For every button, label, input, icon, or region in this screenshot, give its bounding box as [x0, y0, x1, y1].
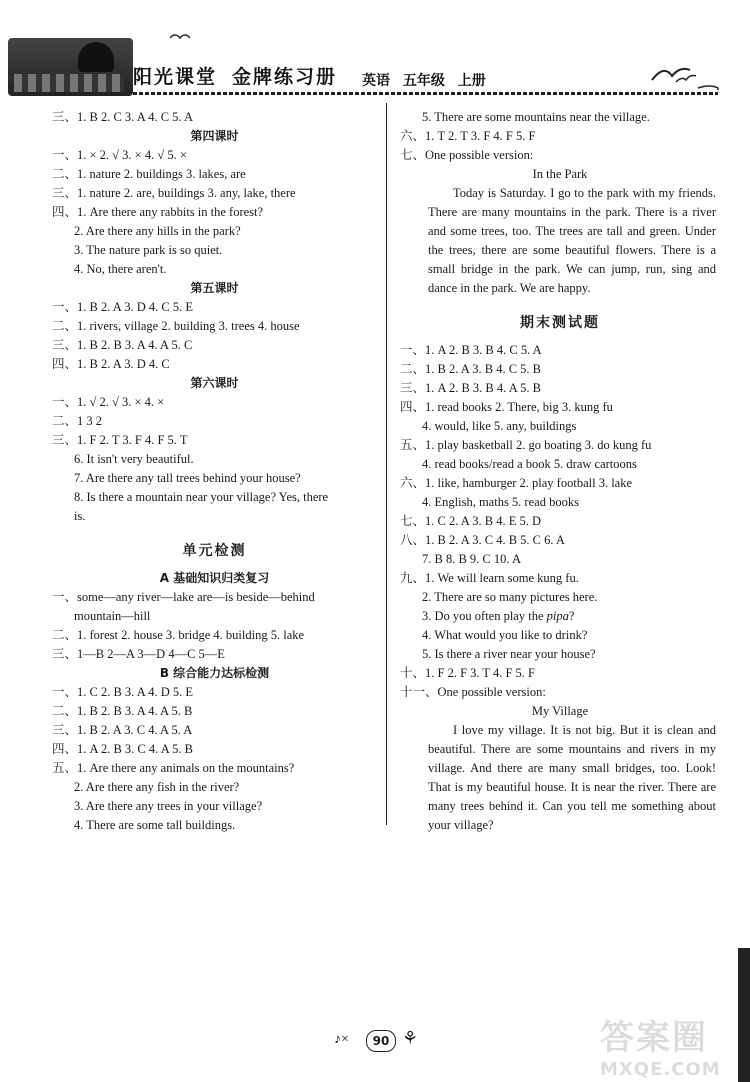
section-heading: A 基础知识归类复习 — [159, 571, 270, 585]
brand-title: 阳光课堂 — [133, 66, 218, 88]
series-logo-image — [8, 38, 133, 96]
subject-grade-label: 英语 五年级 上册 — [362, 73, 486, 89]
answer-line: 四、1. read books 2. There, big 3. kung fu — [400, 400, 613, 414]
answer-line: 四、1. A 2. B 3. C 4. A 5. B — [52, 742, 193, 756]
right-column — [400, 108, 720, 835]
left-column — [52, 108, 377, 835]
bird-icon — [170, 32, 190, 42]
answer-line: 八、1. B 2. A 3. C 4. B 5. C 6. A — [400, 533, 565, 547]
answer-line: 三、1. nature 2. are, buildings 3. any, lake, there — [52, 186, 296, 200]
answer-line: 一、some—any river—lake are—is beside—behind — [52, 590, 315, 604]
music-note-icon: ♪× — [334, 1032, 349, 1047]
watermark-text: 答案圈 — [600, 1018, 708, 1058]
answer-line: 8. Is there a mountain near your village? Yes, there — [74, 490, 329, 504]
answer-line: 一、1. C 2. B 3. A 4. D 5. E — [52, 685, 193, 699]
answer-line: 二、1. nature 2. buildings 3. lakes, are — [52, 167, 246, 181]
answer-line: 4. read books/read a book 5. draw cartoons — [422, 457, 637, 471]
section-heading: B 综合能力达标检测 — [159, 666, 270, 680]
birds-icon — [650, 60, 720, 90]
column-divider — [386, 103, 387, 825]
answer-line: 二、1. rivers, village 2. building 3. trees 4. house — [52, 319, 300, 333]
answer-line: 一、1. × 2. √ 3. × 4. √ 5. × — [52, 148, 187, 162]
essay-paragraph: I love my village. It is not big. But it is clean and beautiful. There are some mountains and rivers in my village. And there are many small bridges, too. Look! That is my beautiful house. It is near the river. There are many trees behind it. Can you tell me something about your village? — [428, 723, 716, 832]
answer-line: 7. B 8. B 9. C 10. A — [422, 552, 521, 566]
answer-line: 4. What would you like to drink? — [422, 628, 588, 642]
essay-title: In the Park — [532, 167, 588, 181]
answer-line: 五、1. play basketball 2. go boating 3. do kung fu — [400, 438, 652, 452]
answer-line: 十、1. F 2. F 3. T 4. F 5. F — [400, 666, 535, 680]
answer-line: 3. Are there any trees in your village? — [74, 799, 263, 813]
answer-line: 三、1. A 2. B 3. B 4. A 5. B — [400, 381, 541, 395]
answer-line: is. — [74, 509, 86, 523]
sprout-icon: ⚘ — [402, 1028, 419, 1048]
essay-title: My Village — [531, 704, 589, 718]
page-number: 90 — [366, 1030, 396, 1052]
telescope-figure-icon — [78, 42, 114, 72]
skyline-icon — [14, 74, 124, 92]
answer-line: 一、1. A 2. B 3. B 4. C 5. A — [400, 343, 542, 357]
answer-line: 六、1. like, hamburger 2. play football 3. lake — [400, 476, 633, 490]
answer-line: 7. Are there any tall trees behind your house? — [74, 471, 301, 485]
answer-line: 2. There are so many pictures here. — [422, 590, 598, 604]
answer-line: 2. Are there any hills in the park? — [74, 224, 241, 238]
answer-line: 二、1 3 2 — [52, 414, 103, 428]
answer-italic-word: pipa — [546, 609, 569, 623]
answer-line — [400, 607, 720, 626]
answer-line: 3. The nature park is so quiet. — [74, 243, 223, 257]
answer-line: 2. Are there any fish in the river? — [74, 780, 240, 794]
answer-line: 三、1. B 2. C 3. A 4. C 5. A — [52, 110, 193, 124]
answer-line: 七、1. C 2. A 3. B 4. E 5. D — [400, 514, 541, 528]
answer-line: 四、1. B 2. A 3. D 4. C — [52, 357, 170, 371]
answer-line: 5. Is there a river near your house? — [422, 647, 596, 661]
brand-subtitle: 金牌练习册 — [232, 66, 338, 88]
watermark-logo — [600, 1010, 745, 1080]
answer-line: 七、One possible version: — [400, 148, 534, 162]
header-rule — [133, 92, 718, 95]
answer-line: 一、1. B 2. A 3. D 4. C 5. E — [52, 300, 193, 314]
section-heading: 第六课时 — [190, 376, 239, 390]
page-footer — [330, 1028, 450, 1054]
answer-line: 5. There are some mountains near the village. — [422, 110, 650, 124]
answer-line: 4. There are some tall buildings. — [74, 818, 236, 832]
answer-text: ? — [568, 609, 575, 623]
page-header — [0, 30, 750, 100]
answer-line: 6. It isn't very beautiful. — [74, 452, 194, 466]
answer-line: 三、1. F 2. T 3. F 4. F 5. T — [52, 433, 188, 447]
answer-line: 四、1. Are there any rabbits in the forest? — [52, 205, 264, 219]
answer-line: 九、1. We will learn some kung fu. — [400, 571, 579, 585]
final-test-heading: 期末测试题 — [520, 315, 600, 331]
answer-line: 二、1. forest 2. house 3. bridge 4. building 5. lake — [52, 628, 305, 642]
answer-line: 二、1. B 2. A 3. B 4. C 5. B — [400, 362, 541, 376]
essay-paragraph: Today is Saturday. I go to the park with my friends. There are many mountains in the park. There is a river and some trees, too. The trees are tall and green. Under the trees, there are some beautiful flowers. There is a small bridge in the park. We can jump, run, sing and dance in the park. We are happy. — [428, 186, 716, 295]
answer-line: 4. English, maths 5. read books — [422, 495, 579, 509]
answer-text: 3. Do you often play the — [422, 609, 547, 623]
answer-line: 三、1—B 2—A 3—D 4—C 5—E — [52, 647, 225, 661]
answer-line: 十一、One possible version: — [400, 685, 546, 699]
answer-line: 4. would, like 5. any, buildings — [422, 419, 577, 433]
answer-line: 三、1. B 2. A 3. C 4. A 5. A — [52, 723, 193, 737]
answer-line: 三、1. B 2. B 3. A 4. A 5. C — [52, 338, 193, 352]
watermark-url: MXQE.COM — [600, 1059, 721, 1080]
answer-line: 一、1. √ 2. √ 3. × 4. × — [52, 395, 165, 409]
answer-line: 五、1. Are there any animals on the mountains? — [52, 761, 295, 775]
answer-line: 六、1. T 2. T 3. F 4. F 5. F — [400, 129, 536, 143]
section-heading: 第四课时 — [190, 129, 239, 143]
answer-line: 二、1. B 2. B 3. A 4. A 5. B — [52, 704, 193, 718]
answer-line: 4. No, there aren't. — [74, 262, 167, 276]
section-heading: 第五课时 — [190, 281, 239, 295]
answer-line: mountain—hill — [74, 609, 151, 623]
unit-test-heading: 单元检测 — [182, 543, 247, 559]
